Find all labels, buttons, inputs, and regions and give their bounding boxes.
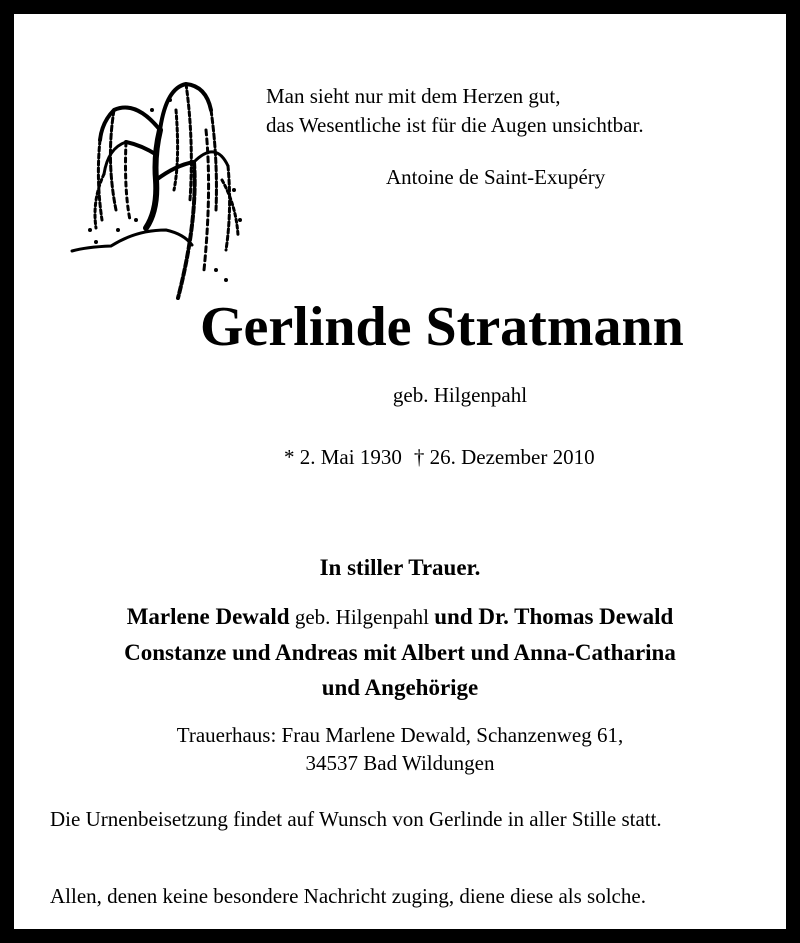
epigraph-line-1: Man sieht nur mit dem Herzen gut, xyxy=(266,84,561,108)
birth-name: geb. Hilgenpahl xyxy=(392,383,528,407)
deceased-name: Gerlinde Stratmann xyxy=(200,296,684,358)
mourners-line-1 xyxy=(14,599,786,635)
burial-note: Die Urnenbeisetzung findet auf Wunsch von Gerlinde in aller Stille statt. xyxy=(50,807,662,831)
life-dates xyxy=(284,443,595,471)
mourner-spouse: und Dr. Thomas Dewald xyxy=(434,604,674,629)
epigraph xyxy=(266,82,766,140)
mourners-line-2: Constanze und Andreas mit Albert und Anna-Catharina xyxy=(124,640,676,665)
address-line-2: 34537 Bad Wildungen xyxy=(305,751,495,775)
mourners-line-3: und Angehörige xyxy=(321,675,479,700)
mourner-name: Marlene Dewald xyxy=(126,604,290,629)
weeping-willow-icon xyxy=(66,70,246,305)
notification-note: Allen, denen keine besondere Nachricht zuging, diene diese als solche. xyxy=(50,884,646,908)
mourning-house-address xyxy=(14,721,786,777)
mourning-heading: In stiller Trauer. xyxy=(319,555,481,580)
epigraph-line-2: das Wesentliche ist für die Augen unsichtbar. xyxy=(266,113,644,137)
mourners-list xyxy=(14,599,786,705)
birth-date: * 2. Mai 1930 xyxy=(284,445,402,469)
death-date: † 26. Dezember 2010 xyxy=(413,445,595,469)
address-line-1: Trauerhaus: Frau Marlene Dewald, Schanzenweg 61, xyxy=(176,723,624,747)
mourner-birth-name: geb. Hilgenpahl xyxy=(289,605,435,629)
epigraph-author: Antoine de Saint-Exupéry xyxy=(386,165,606,189)
